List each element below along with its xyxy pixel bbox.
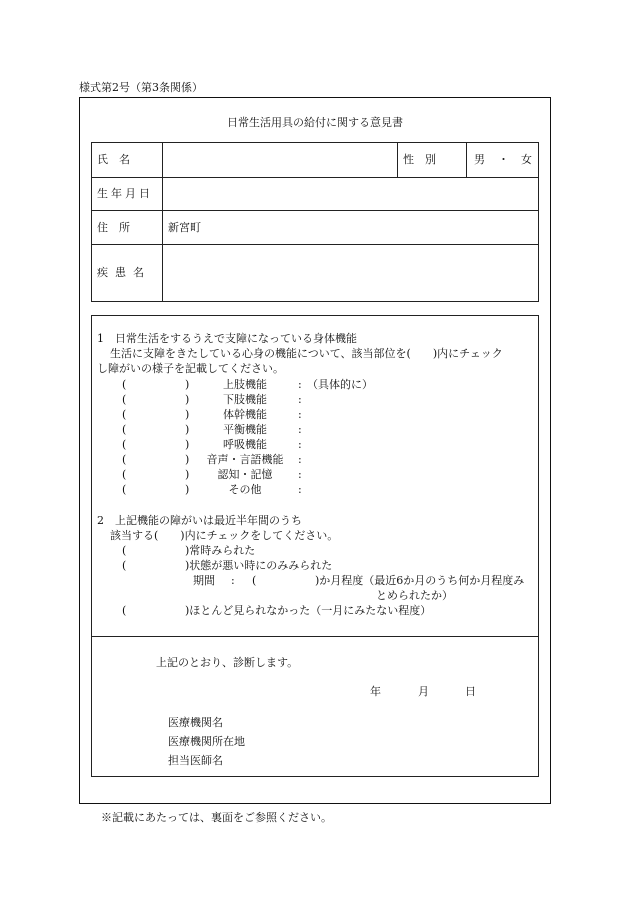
option-rarely-paren-open[interactable]: ( xyxy=(122,604,127,617)
option-bad-paren-open[interactable]: ( xyxy=(122,559,127,572)
name-field[interactable] xyxy=(164,144,394,175)
option-bad: )状態が悪い時にのみみられた xyxy=(185,559,333,572)
gender-male-option[interactable]: 男 xyxy=(474,153,485,166)
period-input-open[interactable]: ( xyxy=(252,574,257,587)
section1-intro-line2: し障がいの様子を記載してください。 xyxy=(97,362,284,375)
function-colon: : xyxy=(298,423,302,436)
section2-heading: 2 上記機能の障がいは最近半年間のうち xyxy=(97,514,302,527)
function-check-open[interactable]: ( xyxy=(122,378,127,391)
function-check-close: ) xyxy=(185,378,190,391)
function-label: その他 xyxy=(228,483,262,496)
function-check-close: ) xyxy=(185,423,190,436)
function-detail-label: （具体的に） xyxy=(307,378,373,391)
function-colon: : xyxy=(298,483,302,496)
period-colon: : xyxy=(231,574,235,587)
gender-female-option[interactable]: 女 xyxy=(521,153,532,166)
function-check-open[interactable]: ( xyxy=(122,408,127,421)
disease-label: 疾患名 xyxy=(97,266,151,279)
function-check-open[interactable]: ( xyxy=(122,393,127,406)
section1-intro-line1: 生活に支障をきたしている心身の機能について、該当部位を( )内にチェック xyxy=(110,347,503,360)
month-label: 月 xyxy=(418,685,429,698)
function-label: 体幹機能 xyxy=(223,408,267,421)
doctor-label: 担当医師名 xyxy=(168,754,223,767)
function-check-open[interactable]: ( xyxy=(122,483,127,496)
function-colon: : xyxy=(298,438,302,451)
function-label: 認知・記憶 xyxy=(217,468,273,481)
option-always-paren-open[interactable]: ( xyxy=(122,544,127,557)
year-label: 年 xyxy=(370,685,381,698)
function-colon: : xyxy=(298,393,302,406)
function-check-close: ) xyxy=(185,438,190,451)
footer-note: ※記載にあたっては、裏面をご参照ください。 xyxy=(101,811,332,824)
diagnosis-statement: 上記のとおり、診断します。 xyxy=(156,656,299,669)
institution-address-label: 医療機関所在地 xyxy=(168,735,245,748)
function-colon: : xyxy=(298,453,302,466)
address-field[interactable]: 新宮町 xyxy=(168,221,201,234)
function-check-open[interactable]: ( xyxy=(122,468,127,481)
section2-instruction: 該当する( )内にチェックをしてください。 xyxy=(110,529,339,542)
function-colon: : xyxy=(298,468,302,481)
function-label: 下肢機能 xyxy=(223,393,267,406)
option-always: )常時みられた xyxy=(185,544,256,557)
function-check-open[interactable]: ( xyxy=(122,423,127,436)
gender-separator: ・ xyxy=(498,153,509,166)
name-label: 氏 名 xyxy=(97,153,130,166)
birth-date-label: 生年月日 xyxy=(97,187,153,200)
section1-heading: 1 日常生活をするうえで支障になっている身体機能 xyxy=(97,332,357,345)
function-check-open[interactable]: ( xyxy=(122,453,127,466)
period-suffix: )か月程度（最近6か月のうち何か月程度み xyxy=(315,574,525,587)
disease-field[interactable] xyxy=(164,246,536,300)
address-label: 住 所 xyxy=(97,221,130,234)
day-label: 日 xyxy=(465,685,476,698)
function-check-close: ) xyxy=(185,453,190,466)
function-label: 上肢機能 xyxy=(223,378,267,391)
function-label: 呼吸機能 xyxy=(223,438,267,451)
function-check-open[interactable]: ( xyxy=(122,438,127,451)
institution-label: 医療機関名 xyxy=(168,716,223,729)
function-label: 平衡機能 xyxy=(223,423,267,436)
function-check-close: ) xyxy=(185,393,190,406)
function-colon: : xyxy=(298,378,302,391)
period-suffix-2: とめられたか） xyxy=(376,589,453,602)
function-check-close: ) xyxy=(185,408,190,421)
function-label: 音声・言語機能 xyxy=(206,453,284,466)
function-check-close: ) xyxy=(185,468,190,481)
gender-label: 性 別 xyxy=(403,153,436,166)
option-rarely: )ほとんど見られなかった（一月にみたない程度） xyxy=(185,604,432,617)
birth-date-field[interactable] xyxy=(164,179,536,209)
function-colon: : xyxy=(298,408,302,421)
function-check-close: ) xyxy=(185,483,190,496)
form-number: 様式第2号（第3条関係） xyxy=(79,81,203,94)
form-title: 日常生活用具の給付に関する意見書 xyxy=(227,116,403,129)
period-label: 期間 xyxy=(193,574,215,587)
